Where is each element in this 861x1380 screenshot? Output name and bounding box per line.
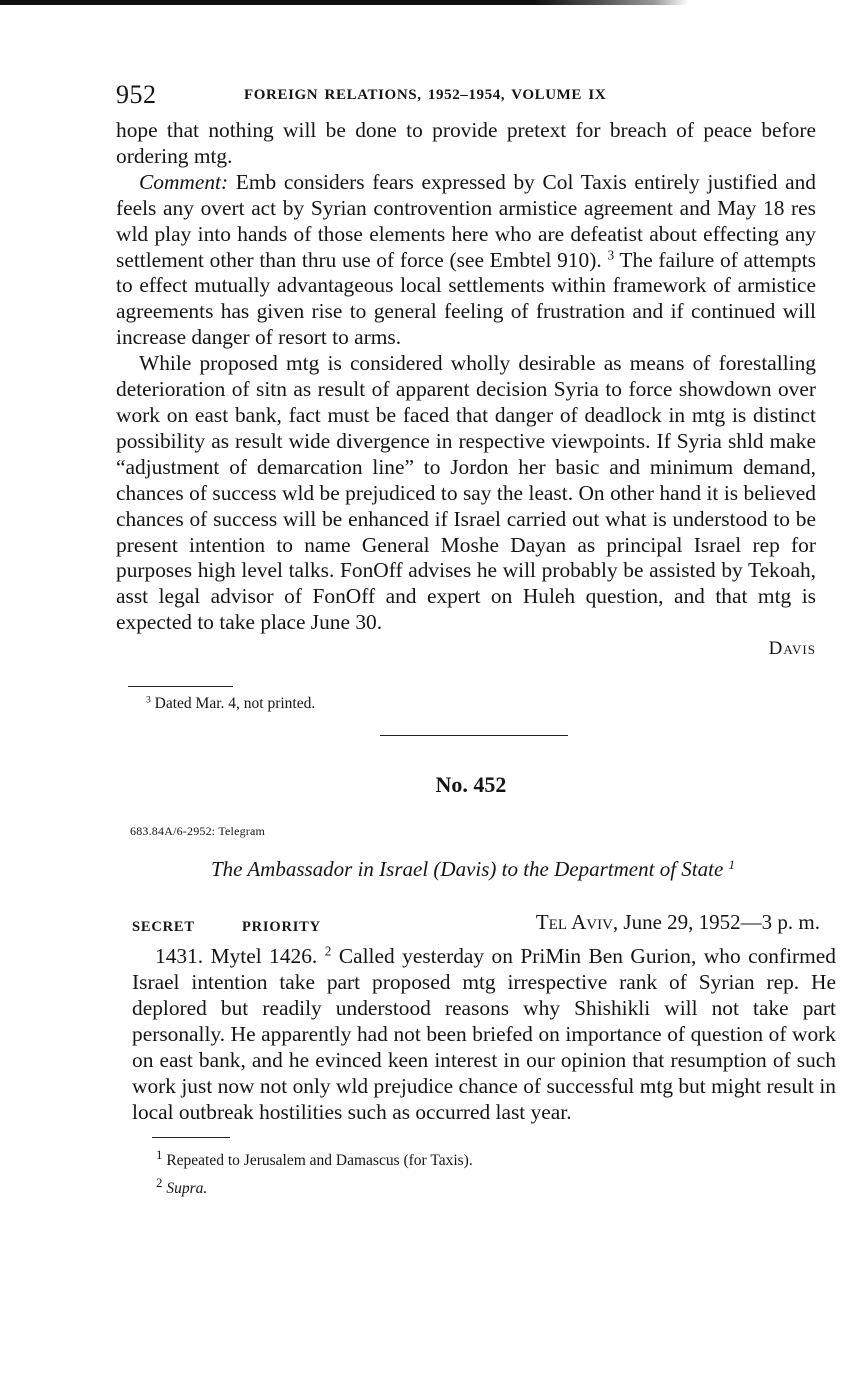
paragraph-text: Emb considers fears expressed by Col Taxis entirely justified and feels any overt act by Syrian controvention armistice agreement and May 18 res wld play into hands of those elements here who are defeatist about effecting any settlement other than thru use of force (see Embtel 910). [116,169,816,272]
footnote-marker: 2 [324,943,332,959]
footnote-text: Repeated to Jerusalem and Damascus (for Taxis). [162,1152,473,1170]
date: , June 29, 1952—3 p. m. [612,910,820,935]
footnote-rule [128,686,233,687]
document-page [116,78,836,1199]
footnote-marker: 1 [156,1147,163,1163]
scan-edge [0,0,861,5]
classification-priority: PRIORITY [242,919,321,936]
paragraph-text: The failure of attempts to effect mutually advantageous local settlements within framework of armistice agreements has given rise to general feeling of frustration and if continued will increase danger of resort to arms. [116,247,816,350]
telegram-body [116,944,836,1125]
paragraph-text: 1431. Mytel 1426. [155,944,318,969]
running-title: FOREIGN RELATIONS, 1952–1954, VOLUME IX [244,87,607,103]
paragraph-telegram [132,944,836,1125]
footnote [156,1172,816,1199]
document-number: No. 452 [435,772,507,798]
document-title-text: The Ambassador in Israel (Davis) to the Department of State [210,857,724,882]
footnote-rule [152,1137,230,1138]
footnote-text: Dated Mar. 4, not printed. [150,695,316,713]
paragraph-continued [116,118,816,170]
paragraph-text: Called yesterday on PriMin Ben Gurion, who confirmed Israel intention take part proposed mtg irrespective rank of Syrian rep. He deplored but readily understood reasons why Shishikli will not take part personally. He apparently had not been briefed on importance of question of work on east bank, and he evinced keen interest in our opinion that resumption of such work just now not only wld prejudice chance of successful mtg but might result in local outbreak hostilities such as occurred last year. [132,944,836,1124]
running-header [116,78,816,118]
paragraph-comment [116,170,816,351]
footnote-text: Supra. [166,1179,208,1197]
footnote-marker: 1 [728,856,736,872]
paragraph-text: While proposed mtg is considered wholly desirable as means of forestalling deterioration of sitn as result of apparent decision Syria to force showdown over work on east bank, fact must be faced that danger of deadlock in mtg is distinct possibility as result wide divergence in respective viewpoints. If Syria shld make “adjustment of demarcation line” to Jordon her basic and minimum demand, chances of success wld be prejudiced to say the least. On other hand it is believed chances of success will be enhanced if Israel carried out what is understood to be present intention to name General Moshe Dayan as principal Israel rep for purposes high level talks. FonOff advises he will probably be assisted by Tekoah, asst legal advisor of FonOff and expert on Huleh question, and that mtg is expected to take place June 30. [116,351,816,635]
comment-label: Comment: [139,169,229,194]
document-title [116,857,816,882]
dateline [116,910,820,940]
footnote-marker: 2 [156,1174,163,1190]
section-divider [380,735,568,736]
footnote-marker: 3 [607,247,615,263]
footnote [146,693,816,715]
paragraph-proposed-meeting [116,351,816,636]
place: Tel Aviv [535,910,613,935]
signature: Davis [768,638,816,660]
paragraph-text: hope that nothing will be done to provide pretext for breach of peace before ordering mtg. [116,118,816,168]
footnote [156,1144,816,1171]
footnote-marker: 3 [146,694,151,706]
classification-secret: SECRET [132,919,195,936]
date-place [536,910,820,935]
file-reference: 683.84A/6-2952: Telegram [130,824,266,839]
page-number: 952 [116,80,157,109]
